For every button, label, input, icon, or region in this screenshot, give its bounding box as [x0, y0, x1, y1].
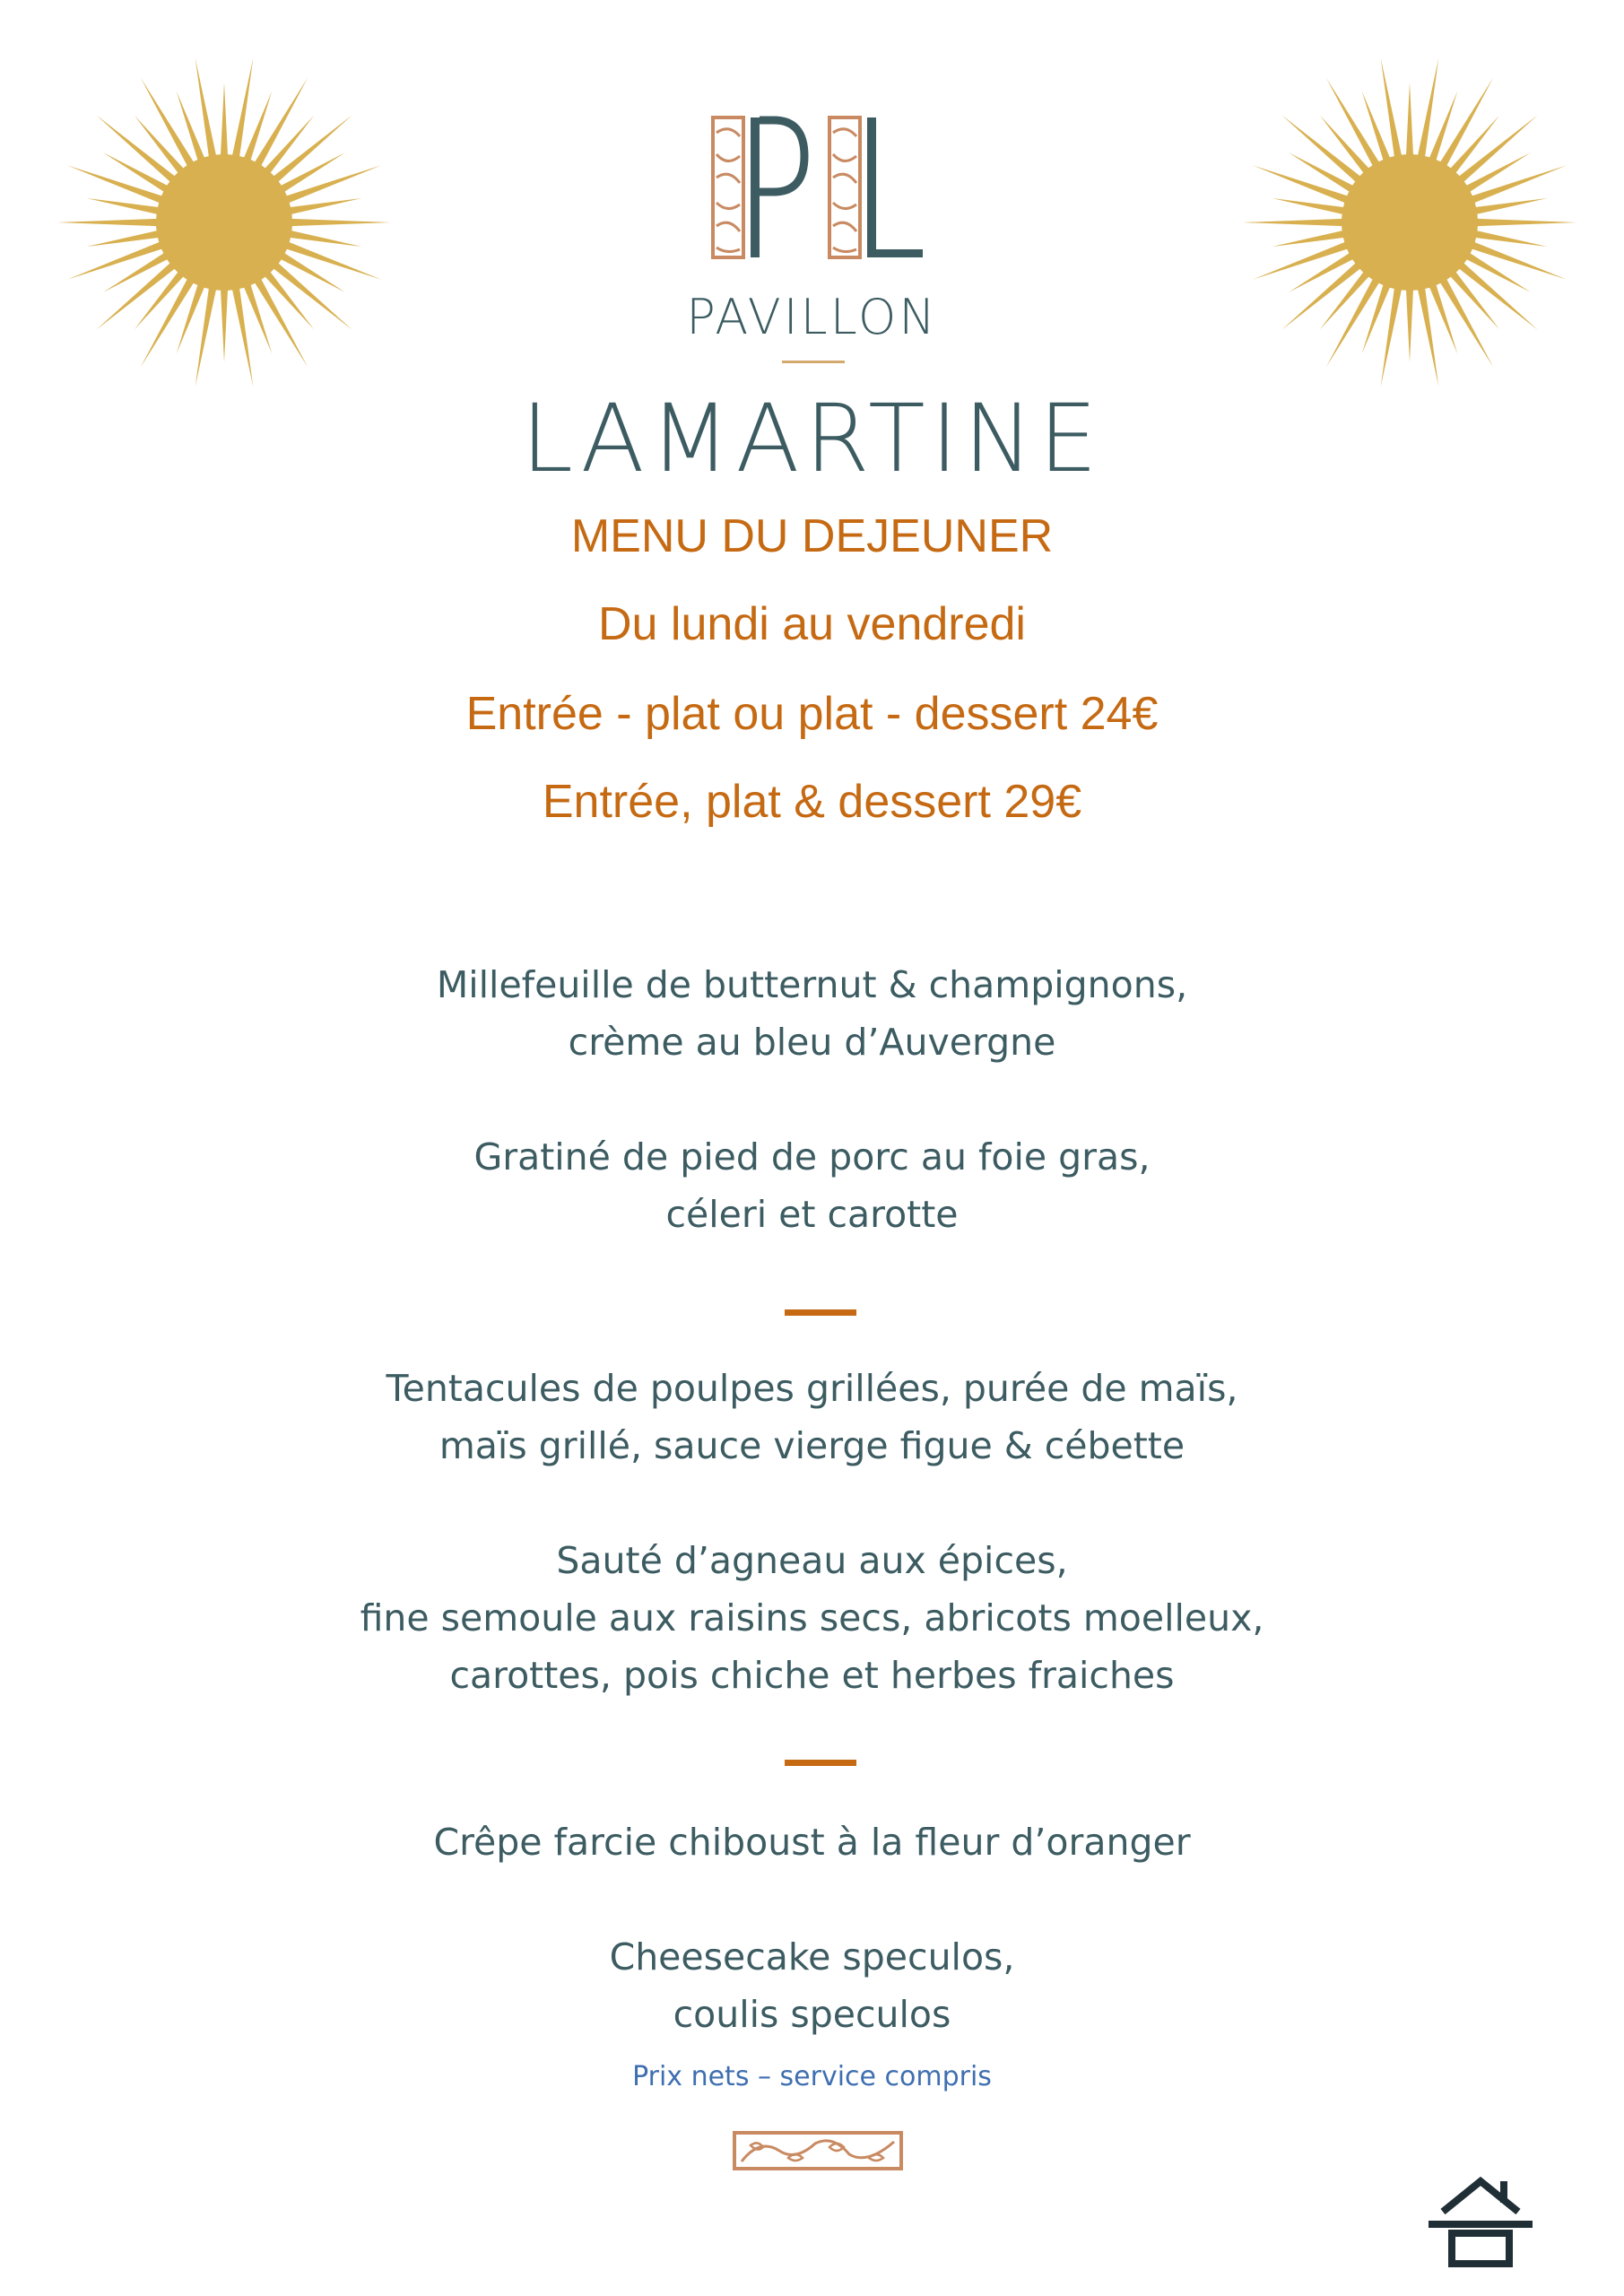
leaf-ornament-icon [733, 2131, 903, 2170]
formula-three-courses: Entrée, plat & dessert 29€ [542, 776, 1082, 828]
dish-line: Tentacules de poulpes grillées, purée de maïs, [386, 1367, 1238, 1410]
section-divider [785, 1760, 856, 1766]
dish-entree-2 [0, 1128, 1624, 1243]
brand-name-top: PAVILLON [686, 289, 938, 345]
dish-line: carottes, pois chiche et herbes fraiches [449, 1654, 1175, 1697]
dish-entree-1 [0, 956, 1624, 1071]
house-icon [1427, 2174, 1534, 2267]
dish-line: Crêpe farcie chiboust à la fleur d’oranger [433, 1821, 1191, 1864]
dish-dessert-1 [0, 1813, 1624, 1871]
dish-line: Gratiné de pied de porc au foie gras, [473, 1135, 1151, 1178]
dish-plat-1 [0, 1360, 1624, 1474]
formula-two-courses: Entrée - plat ou plat - dessert 24€ [465, 688, 1159, 740]
dish-line: crème au bleu d’Auvergne [568, 1021, 1056, 1064]
section-divider [785, 1309, 856, 1316]
price-note: Prix nets – service compris [632, 2061, 992, 2092]
dish-line: Sauté d’agneau aux épices, [556, 1539, 1068, 1582]
logo-monogram [711, 115, 925, 264]
dish-dessert-2 [0, 1928, 1624, 2043]
dish-line: coulis speculos [673, 1993, 951, 2036]
menu-days: Du lundi au vendredi [598, 598, 1026, 650]
dish-line: céleri et carotte [665, 1193, 959, 1236]
dish-plat-2 [0, 1532, 1624, 1704]
dish-line: Cheesecake speculos, [609, 1935, 1015, 1979]
dish-line: Millefeuille de butternut & champignons, [436, 963, 1188, 1006]
brand-divider [782, 361, 845, 363]
dish-line: fine semoule aux raisins secs, abricots moelleux, [360, 1596, 1264, 1639]
menu-title: MENU DU DEJEUNER [570, 510, 1054, 562]
dish-line: maïs grillé, sauce vierge figue & cébette [439, 1424, 1185, 1467]
brand-name-bottom: LAMARTINE [521, 384, 1103, 493]
